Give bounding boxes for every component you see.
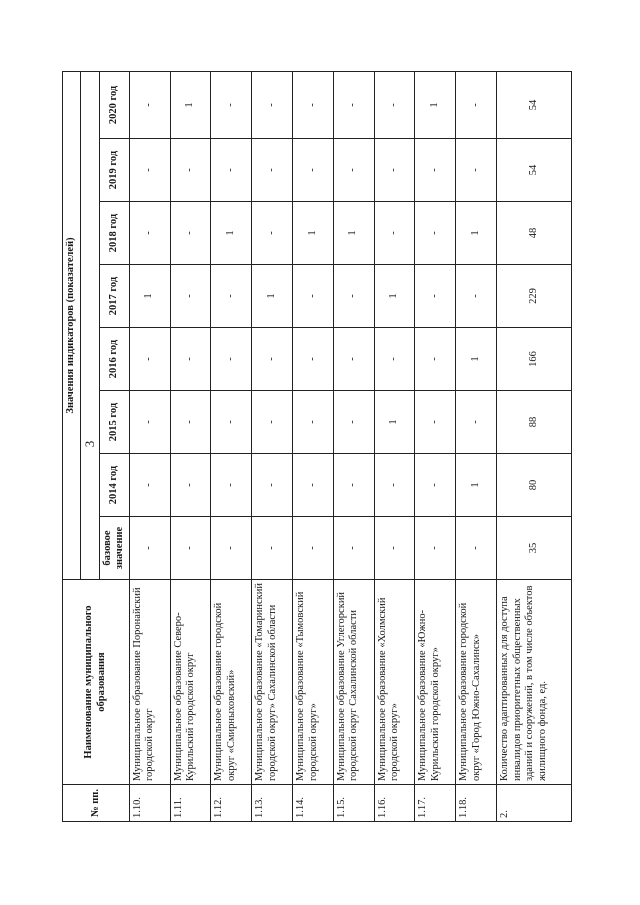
row-value: - bbox=[129, 328, 170, 391]
row-value: - bbox=[293, 454, 334, 517]
header-blank-row bbox=[80, 71, 99, 579]
row-value: - bbox=[333, 454, 374, 517]
indicators-table bbox=[62, 71, 572, 822]
row-value: - bbox=[415, 517, 456, 580]
row-name: Муниципальное образование Северо-Курильский городской округ bbox=[170, 580, 211, 785]
row-value: 1 bbox=[374, 391, 415, 454]
row-value: 1 bbox=[293, 202, 334, 265]
row-value: - bbox=[415, 202, 456, 265]
row-number: 1.17. bbox=[415, 785, 456, 822]
row-number: 1.14. bbox=[293, 785, 334, 822]
row-value: - bbox=[333, 328, 374, 391]
row-value: - bbox=[374, 454, 415, 517]
row-value: - bbox=[211, 391, 252, 454]
row-name: Количество адаптированных для доступа инвалидов приоритетных общественных зданий и сооружений, в том числе объектов жилищного фонда, ед. bbox=[497, 580, 572, 785]
row-value: - bbox=[170, 454, 211, 517]
row-name: Муниципальное образование «Южно-Курильский городской округ» bbox=[415, 580, 456, 785]
row-value: 1 bbox=[211, 202, 252, 265]
row-value: 1 bbox=[170, 71, 211, 138]
table-row bbox=[129, 71, 170, 821]
row-value: - bbox=[456, 517, 497, 580]
row-value: - bbox=[333, 391, 374, 454]
row-value: - bbox=[415, 391, 456, 454]
row-value: - bbox=[170, 391, 211, 454]
row-value: - bbox=[211, 71, 252, 138]
header-year: 2018 год bbox=[99, 202, 129, 265]
row-value: - bbox=[456, 71, 497, 138]
row-value: - bbox=[333, 265, 374, 328]
header-year: 2017 год bbox=[99, 265, 129, 328]
row-value: - bbox=[211, 265, 252, 328]
row-value: - bbox=[333, 517, 374, 580]
row-value: 1 bbox=[456, 202, 497, 265]
header-year: базовое значение bbox=[99, 517, 129, 580]
row-value: - bbox=[415, 139, 456, 202]
row-value: - bbox=[252, 328, 293, 391]
row-name: Муниципальное образование Углегорский городской округ Сахалинской области bbox=[333, 580, 374, 785]
row-number: 2. bbox=[497, 785, 572, 822]
row-number: 1.10. bbox=[129, 785, 170, 822]
row-value: - bbox=[211, 517, 252, 580]
row-value: - bbox=[170, 139, 211, 202]
row-value: - bbox=[293, 139, 334, 202]
row-value: - bbox=[456, 265, 497, 328]
row-number: 1.12. bbox=[211, 785, 252, 822]
row-value: - bbox=[456, 391, 497, 454]
row-value: - bbox=[211, 328, 252, 391]
row-value: - bbox=[252, 202, 293, 265]
table-row bbox=[415, 71, 456, 821]
row-value: - bbox=[293, 517, 334, 580]
row-value: - bbox=[374, 202, 415, 265]
row-value: - bbox=[293, 328, 334, 391]
row-value: 54 bbox=[497, 71, 572, 138]
row-value: 1 bbox=[456, 328, 497, 391]
row-value: - bbox=[211, 454, 252, 517]
row-value: 80 bbox=[497, 454, 572, 517]
row-value: - bbox=[170, 328, 211, 391]
row-number: 1.16. bbox=[374, 785, 415, 822]
row-name: Муниципальное образование Поронайский городской округ bbox=[129, 580, 170, 785]
row-value: 54 bbox=[497, 139, 572, 202]
row-value: - bbox=[252, 139, 293, 202]
row-value: 166 bbox=[497, 328, 572, 391]
row-value: - bbox=[252, 517, 293, 580]
row-name: Муниципальное образование «Холмский городской округ» bbox=[374, 580, 415, 785]
table-row bbox=[252, 71, 293, 821]
row-value: - bbox=[129, 71, 170, 138]
row-value: - bbox=[333, 139, 374, 202]
row-name: Муниципальное образование «Тымовский городской округ» bbox=[293, 580, 334, 785]
table-row bbox=[333, 71, 374, 821]
row-value: - bbox=[293, 71, 334, 138]
row-name: Муниципальное образование городской округ «Город Южно-Сахалинск» bbox=[456, 580, 497, 785]
row-value: 1 bbox=[333, 202, 374, 265]
row-value: 1 bbox=[456, 454, 497, 517]
header-num: № пп. bbox=[63, 785, 130, 822]
row-value: - bbox=[374, 328, 415, 391]
header-year: 2014 год bbox=[99, 454, 129, 517]
row-value: - bbox=[415, 328, 456, 391]
row-name: Муниципальное образование «Томаринский городской округ» Сахалинской области bbox=[252, 580, 293, 785]
row-value: - bbox=[374, 71, 415, 138]
row-value: 1 bbox=[252, 265, 293, 328]
rotated-table-container bbox=[62, 72, 572, 822]
row-value: 1 bbox=[374, 265, 415, 328]
row-value: - bbox=[170, 202, 211, 265]
row-value: - bbox=[252, 71, 293, 138]
row-value: 1 bbox=[129, 265, 170, 328]
header-year: 2016 год bbox=[99, 328, 129, 391]
header-year: 2015 год bbox=[99, 391, 129, 454]
row-value: - bbox=[415, 265, 456, 328]
header-group: Значения индикаторов (показателей) bbox=[63, 71, 81, 579]
row-value: 88 bbox=[497, 391, 572, 454]
row-value: 48 bbox=[497, 202, 572, 265]
row-value: - bbox=[211, 139, 252, 202]
table-row bbox=[456, 71, 497, 821]
row-value: - bbox=[170, 265, 211, 328]
row-number: 1.13. bbox=[252, 785, 293, 822]
row-value: - bbox=[456, 139, 497, 202]
header-year: 2020 год bbox=[99, 71, 129, 138]
header-name: Наименование муниципального образования bbox=[63, 580, 130, 785]
row-value: 35 bbox=[497, 517, 572, 580]
table-row bbox=[211, 71, 252, 821]
table-row bbox=[374, 71, 415, 821]
row-value: - bbox=[129, 391, 170, 454]
page-number: 3 bbox=[82, 440, 97, 448]
table-row bbox=[170, 71, 211, 821]
row-number: 1.11. bbox=[170, 785, 211, 822]
table-row bbox=[293, 71, 334, 821]
row-number: 1.18. bbox=[456, 785, 497, 822]
row-value: - bbox=[415, 454, 456, 517]
row-value: - bbox=[129, 139, 170, 202]
row-value: - bbox=[252, 391, 293, 454]
row-value: - bbox=[252, 454, 293, 517]
row-value: - bbox=[293, 265, 334, 328]
header-year: 2019 год bbox=[99, 139, 129, 202]
row-value: - bbox=[293, 391, 334, 454]
row-number: 1.15. bbox=[333, 785, 374, 822]
row-value: - bbox=[129, 202, 170, 265]
row-value: - bbox=[333, 71, 374, 138]
row-value: 229 bbox=[497, 265, 572, 328]
table-row bbox=[497, 71, 572, 821]
row-value: 1 bbox=[415, 71, 456, 138]
row-value: - bbox=[129, 517, 170, 580]
row-name: Муниципальное образование городской округ «Смирныховский» bbox=[211, 580, 252, 785]
row-value: - bbox=[129, 454, 170, 517]
row-value: - bbox=[374, 517, 415, 580]
row-value: - bbox=[374, 139, 415, 202]
row-value: - bbox=[170, 517, 211, 580]
